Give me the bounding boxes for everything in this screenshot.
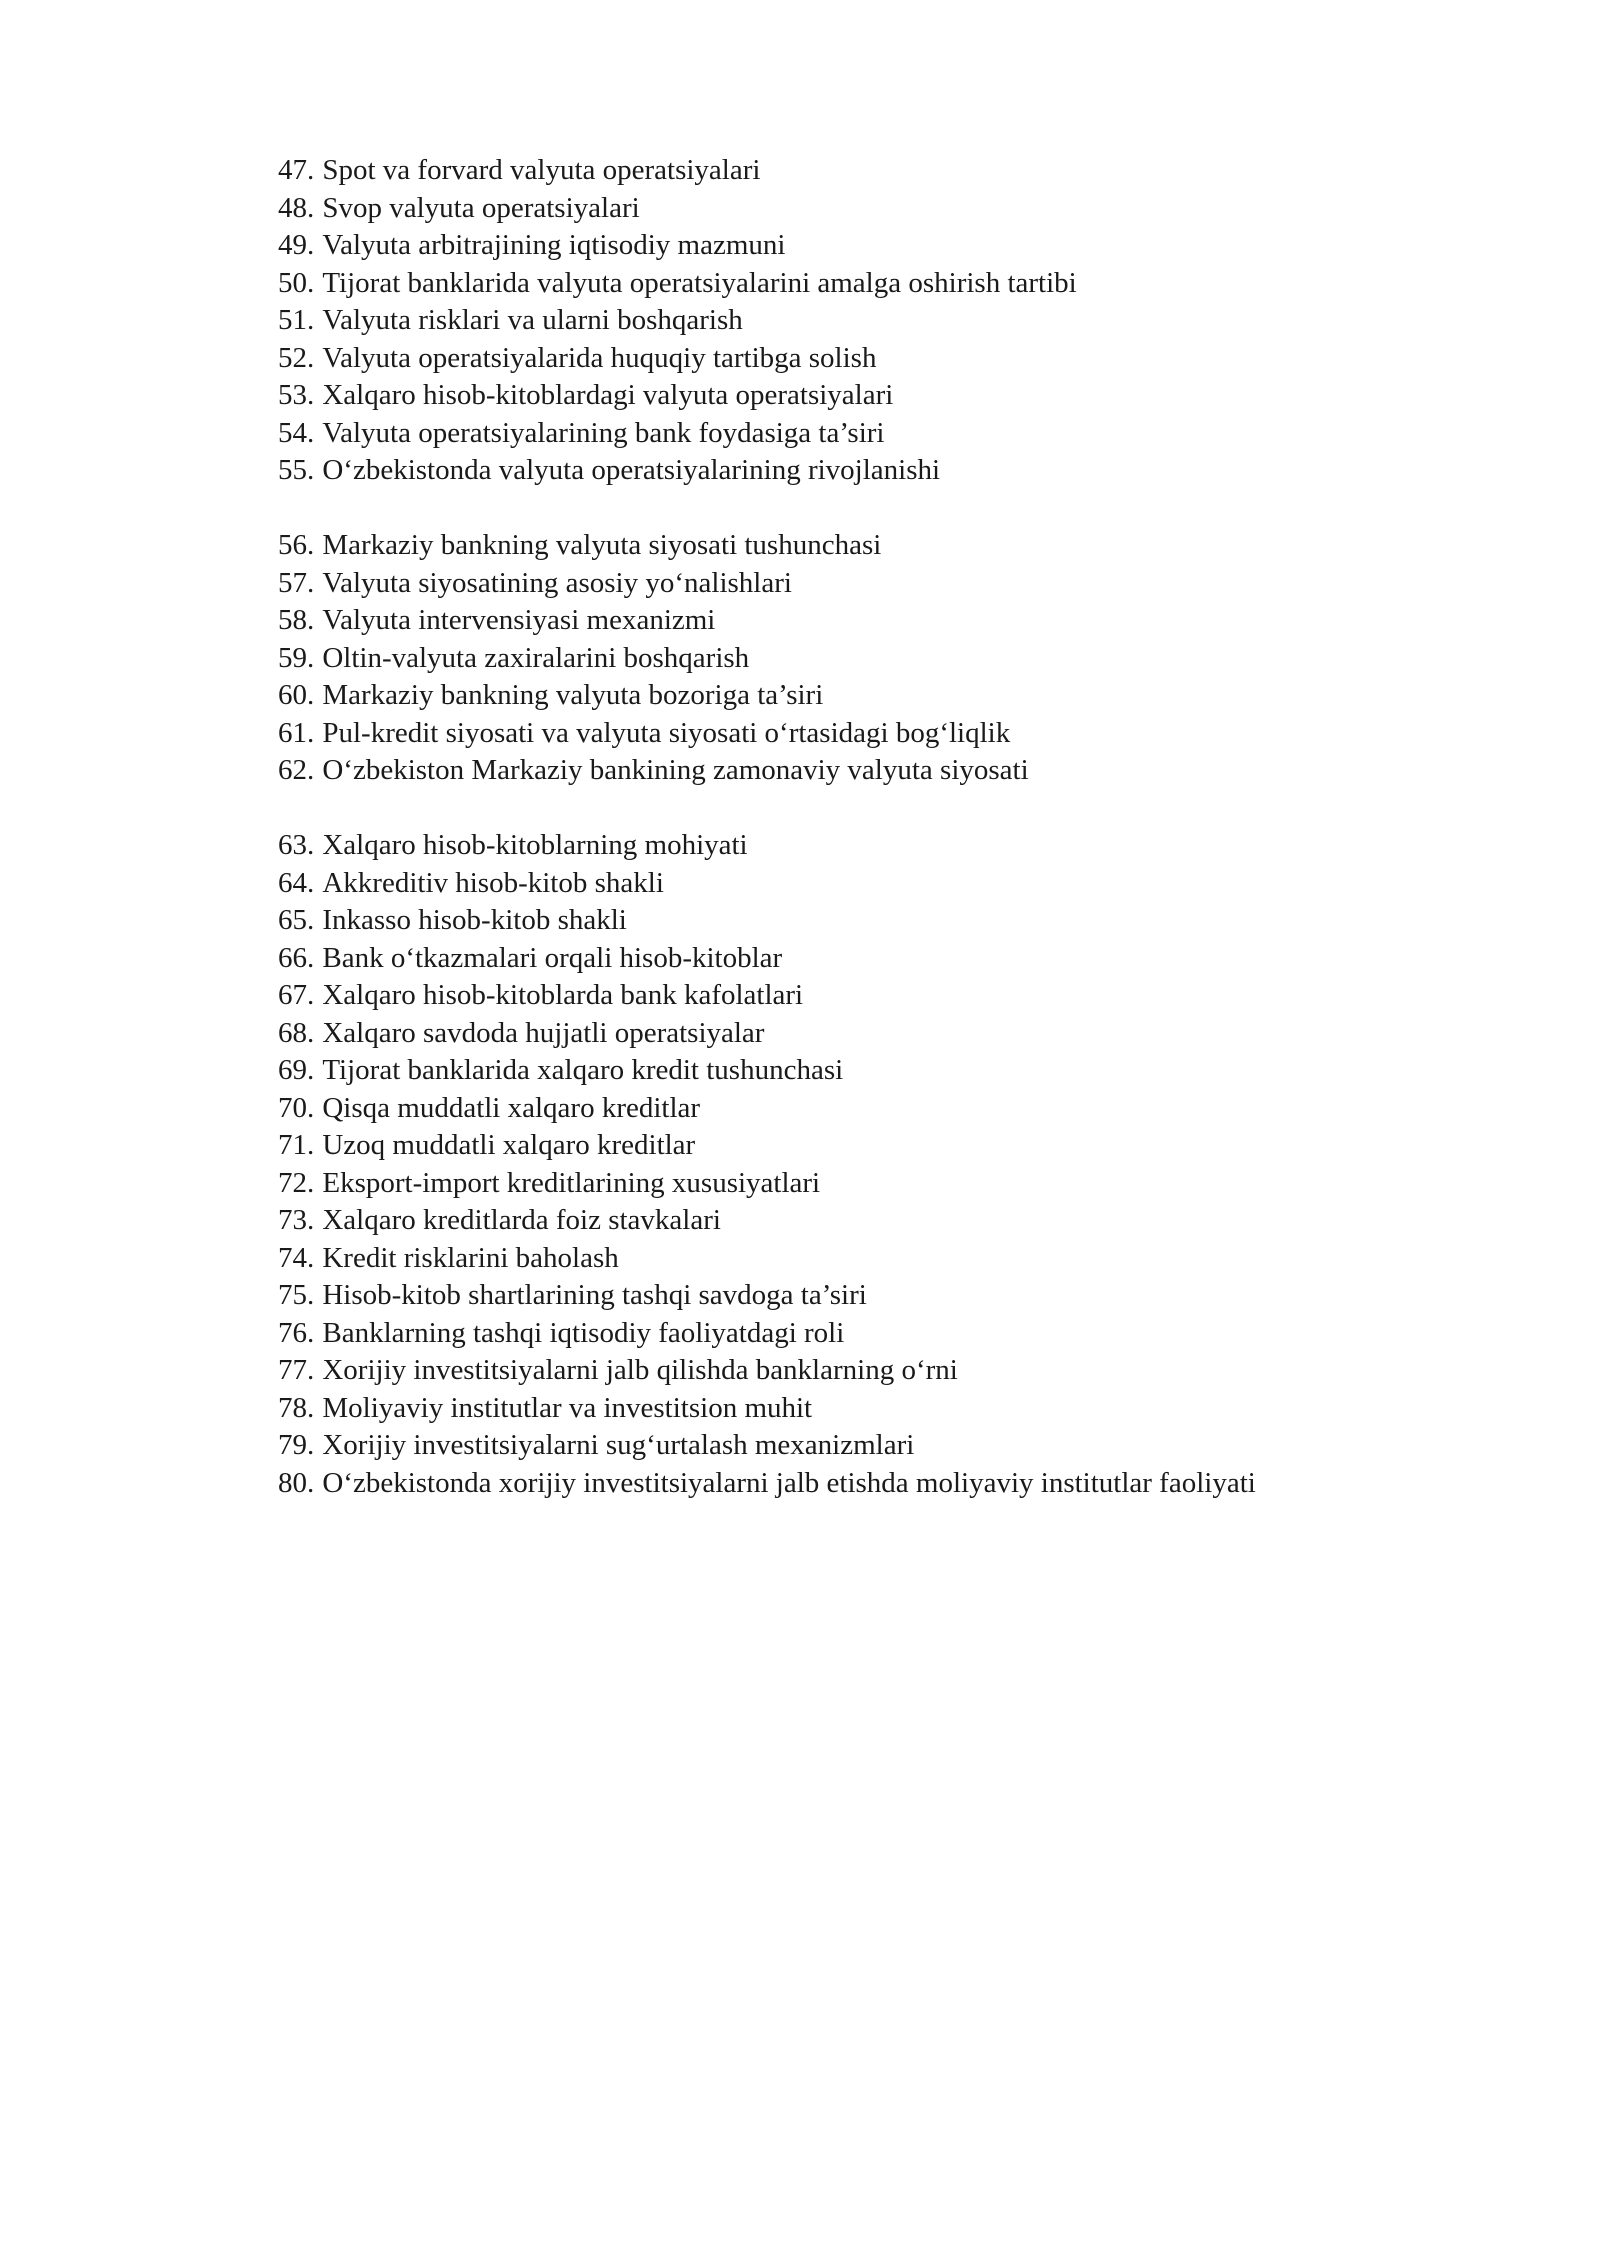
item-spacer <box>314 902 322 940</box>
item-text: Xalqaro kreditlarda foiz stavkalari <box>322 1204 721 1236</box>
item-number: 79. <box>278 1429 315 1461</box>
item-number: 59. <box>278 641 315 674</box>
item-text: Kredit risklarini baholash <box>322 1241 619 1274</box>
item-number: 60. <box>278 679 315 711</box>
list-item <box>278 1202 1478 1240</box>
list-item <box>278 1352 1478 1390</box>
item-spacer <box>314 1165 322 1203</box>
item-spacer <box>314 415 322 453</box>
item-text: Xalqaro savdoda hujjatli operatsiyalar <box>322 1016 765 1049</box>
item-spacer <box>314 1015 322 1053</box>
item-number: 55. <box>278 454 315 486</box>
item-number: 54. <box>278 416 315 449</box>
list-item <box>278 1240 1478 1278</box>
item-text: Spot va forvard valyuta operatsiyalari <box>322 154 761 186</box>
topic-group <box>278 152 1478 490</box>
item-number: 80. <box>278 1466 315 1499</box>
item-text: Inkasso hisob-kitob shakli <box>322 904 627 936</box>
item-text: Moliyaviy institutlar va investitsion muhit <box>322 1391 813 1424</box>
item-text: Valyuta siyosatining asosiy yo‘nalishlari <box>322 566 792 599</box>
item-text: Xorijiy investitsiyalarni jalb qilishda banklarning o‘rni <box>322 1354 958 1386</box>
item-text: Valyuta intervensiyasi mexanizmi <box>322 604 716 636</box>
item-spacer <box>314 1315 322 1353</box>
list-item <box>278 677 1478 715</box>
list-item <box>278 152 1478 190</box>
list-item <box>278 715 1478 753</box>
item-number: 48. <box>278 191 315 224</box>
list-item <box>278 1315 1478 1353</box>
item-spacer <box>314 715 322 753</box>
item-text: Uzoq muddatli xalqaro kreditlar <box>322 1129 696 1161</box>
item-text: Pul-kredit siyosati va valyuta siyosati o‘rtasidagi bog‘liqlik <box>322 716 1011 749</box>
topic-group <box>278 527 1478 790</box>
item-spacer <box>314 1352 322 1390</box>
list-item <box>278 377 1478 415</box>
item-number: 67. <box>278 979 315 1011</box>
item-number: 72. <box>278 1166 315 1199</box>
item-number: 65. <box>278 904 315 936</box>
list-item <box>278 640 1478 678</box>
list-item <box>278 452 1478 490</box>
item-spacer <box>314 265 322 303</box>
item-spacer <box>314 227 322 265</box>
list-item <box>278 190 1478 228</box>
item-text: Valyuta operatsiyalarida huquqiy tartibga solish <box>322 341 877 374</box>
item-text: Bank o‘tkazmalari orqali hisob-kitoblar <box>322 941 783 974</box>
list-item <box>278 827 1478 865</box>
item-number: 74. <box>278 1241 315 1274</box>
list-item <box>278 415 1478 453</box>
list-item <box>278 602 1478 640</box>
item-number: 49. <box>278 229 315 261</box>
numbered-topic-list <box>278 152 1478 1502</box>
item-number: 68. <box>278 1016 315 1049</box>
item-text: Markaziy bankning valyuta bozoriga ta’siri <box>322 679 824 711</box>
list-item <box>278 340 1478 378</box>
item-number: 57. <box>278 566 315 599</box>
list-item <box>278 302 1478 340</box>
item-number: 56. <box>278 529 315 561</box>
item-text: O‘zbekistonda valyuta operatsiyalarining rivojlanishi <box>322 454 941 486</box>
list-item <box>278 752 1478 790</box>
item-spacer <box>314 1277 322 1315</box>
item-number: 58. <box>278 604 315 636</box>
item-spacer <box>314 1390 322 1428</box>
item-number: 75. <box>278 1279 315 1311</box>
item-text: Banklarning tashqi iqtisodiy faoliyatdagi roli <box>322 1316 845 1349</box>
item-spacer <box>314 677 322 715</box>
item-text: Eksport-import kreditlarining xususiyatlari <box>322 1166 821 1199</box>
item-number: 77. <box>278 1354 315 1386</box>
item-spacer <box>314 340 322 378</box>
item-spacer <box>314 1052 322 1090</box>
item-number: 71. <box>278 1129 315 1161</box>
item-spacer <box>314 452 322 490</box>
list-item <box>278 1277 1478 1315</box>
item-spacer <box>314 302 322 340</box>
item-text: Xorijiy investitsiyalarni sug‘urtalash mexanizmlari <box>322 1429 915 1461</box>
list-item <box>278 1390 1478 1428</box>
item-text: Valyuta risklari va ularni boshqarish <box>322 304 743 336</box>
list-item <box>278 902 1478 940</box>
list-item <box>278 1090 1478 1128</box>
item-number: 62. <box>278 754 315 786</box>
item-text: Valyuta operatsiyalarining bank foydasiga ta’siri <box>322 416 885 449</box>
item-text: Tijorat banklarida valyuta operatsiyalarini amalga oshirish tartibi <box>322 266 1077 299</box>
item-number: 66. <box>278 941 315 974</box>
list-item <box>278 1427 1478 1465</box>
list-item <box>278 1052 1478 1090</box>
item-spacer <box>314 940 322 978</box>
list-item <box>278 940 1478 978</box>
item-text: Xalqaro hisob-kitoblardagi valyuta operatsiyalari <box>322 379 894 411</box>
item-text: Hisob-kitob shartlarining tashqi savdoga ta’siri <box>322 1279 867 1311</box>
item-spacer <box>314 752 322 790</box>
item-text: Akkreditiv hisob-kitob shakli <box>322 866 664 899</box>
item-spacer <box>314 1090 322 1128</box>
item-text: Xalqaro hisob-kitoblarning mohiyati <box>322 829 748 861</box>
item-number: 78. <box>278 1391 315 1424</box>
list-item <box>278 527 1478 565</box>
item-spacer <box>314 602 322 640</box>
item-spacer <box>314 640 322 678</box>
item-text: O‘zbekiston Markaziy bankining zamonaviy valyuta siyosati <box>322 754 1029 786</box>
item-number: 52. <box>278 341 315 374</box>
item-number: 53. <box>278 379 315 411</box>
item-text: Xalqaro hisob-kitoblarda bank kafolatlari <box>322 979 804 1011</box>
item-spacer <box>314 1465 322 1503</box>
list-item <box>278 1015 1478 1053</box>
item-number: 61. <box>278 716 315 749</box>
item-number: 73. <box>278 1204 315 1236</box>
item-text: O‘zbekistonda xorijiy investitsiyalarni jalb etishda moliyaviy institutlar faoliyati <box>322 1466 1256 1499</box>
item-spacer <box>314 865 322 903</box>
item-spacer <box>314 827 322 865</box>
list-item <box>278 565 1478 603</box>
topic-group <box>278 827 1478 1502</box>
list-item <box>278 1165 1478 1203</box>
item-number: 69. <box>278 1054 315 1086</box>
item-number: 76. <box>278 1316 315 1349</box>
item-number: 64. <box>278 866 315 899</box>
item-number: 70. <box>278 1091 315 1124</box>
list-item <box>278 265 1478 303</box>
item-number: 47. <box>278 154 315 186</box>
item-number: 63. <box>278 829 315 861</box>
item-number: 50. <box>278 266 315 299</box>
item-number: 51. <box>278 304 315 336</box>
item-spacer <box>314 977 322 1015</box>
list-item <box>278 977 1478 1015</box>
item-spacer <box>314 1427 322 1465</box>
item-spacer <box>314 1240 322 1278</box>
item-text: Markaziy bankning valyuta siyosati tushunchasi <box>322 529 882 561</box>
item-text: Tijorat banklarida xalqaro kredit tushunchasi <box>322 1054 844 1086</box>
item-spacer <box>314 190 322 228</box>
item-text: Svop valyuta operatsiyalari <box>322 191 640 224</box>
list-item <box>278 227 1478 265</box>
item-spacer <box>314 565 322 603</box>
list-item <box>278 1127 1478 1165</box>
item-spacer <box>314 1127 322 1165</box>
item-spacer <box>314 377 322 415</box>
item-spacer <box>314 527 322 565</box>
item-text: Oltin-valyuta zaxiralarini boshqarish <box>322 641 750 674</box>
item-text: Valyuta arbitrajining iqtisodiy mazmuni <box>322 229 786 261</box>
list-item <box>278 1465 1478 1503</box>
item-spacer <box>314 152 322 190</box>
list-item <box>278 865 1478 903</box>
item-text: Qisqa muddatli xalqaro kreditlar <box>322 1091 701 1124</box>
item-spacer <box>314 1202 322 1240</box>
